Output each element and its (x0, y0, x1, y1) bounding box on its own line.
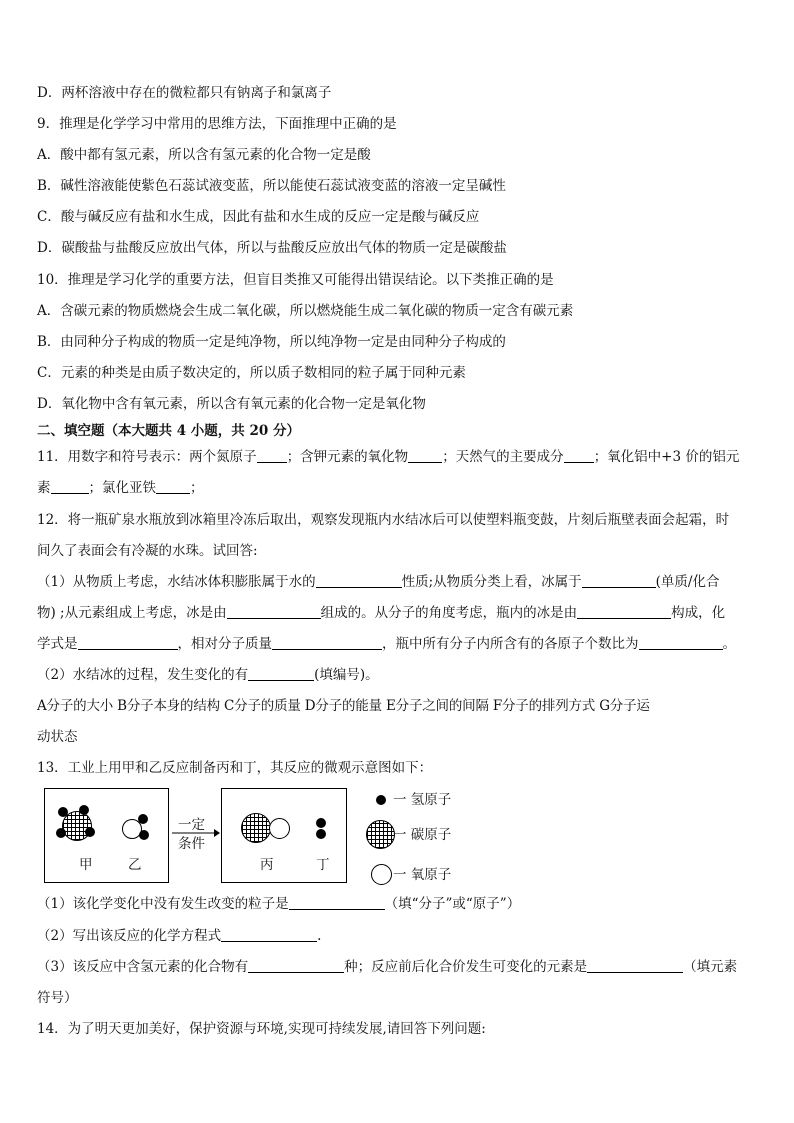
answer-blank[interactable] (51, 480, 89, 494)
answer-blank[interactable] (78, 636, 178, 650)
answer-blank[interactable] (221, 928, 317, 942)
question-10: 10．推理是学习化学的重要方法，但盲目类推又可能得出错误结论。以下类推正确的是 (37, 272, 554, 288)
question-12-part-1-line-3: 学式是 ，相对分子质量 ，瓶中所有分子内所含有的各原子个数比为 。 (37, 636, 736, 652)
answer-blank[interactable] (248, 667, 314, 681)
oxygen-atom-icon (371, 864, 392, 885)
hydrogen-atom-icon (376, 795, 386, 805)
answer-blank[interactable] (639, 636, 723, 650)
legend-hydrogen: 一 氢原子 (393, 792, 452, 808)
question-13-part-3: （3）该反应中含氢元素的化合物有 种；反应前后化合价发生可变化的元素是 （填元素 (37, 959, 738, 975)
hydrogen-atom-icon (316, 829, 326, 839)
label-ding: 丁 (316, 857, 330, 873)
answer-blank[interactable] (408, 449, 442, 463)
legend-oxygen: 一 氧原子 (393, 867, 452, 883)
question-12-options-cont: 动状态 (37, 729, 78, 745)
answer-blank[interactable] (582, 574, 656, 588)
answer-blank[interactable] (227, 605, 321, 619)
label-yi: 乙 (128, 857, 142, 873)
hydrogen-atom-icon (56, 828, 66, 838)
hydrogen-atom-icon (79, 805, 89, 815)
question-12-part-1-line-2: 物) ;从元素组成上考虑，冰是由 组成的。从分子的角度考虑，瓶内的冰是由 构成，化 (37, 605, 726, 621)
q10-option-a: A．含碳元素的物质燃烧会生成二氧化碳，所以燃烧能生成二氧化碳的物质一定含有碳元素 (37, 303, 574, 319)
question-11-line-2: 素 ；氯化亚铁 ； (37, 480, 204, 496)
hydrogen-atom-icon (139, 830, 149, 840)
question-12-options: A分子的大小 B分子本身的结构 C分子的质量 D分子的能量 E分子之间的间隔 F分子的排列方式 G分子运 (37, 698, 650, 714)
question-12-part-2: （2）水结冰的过程，发生变化的有 (填编号)。 (37, 667, 379, 683)
label-bing: 丙 (260, 857, 274, 873)
option-d-previous: D．两杯溶液中存在的微粒都只有钠离子和氯离子 (37, 85, 332, 101)
q9-option-c: C．酸与碱反应有盐和水生成，因此有盐和水生成的反应一定是酸与碱反应 (37, 209, 480, 225)
section-heading-fill-in: 二、填空题（本大题共 4 小题，共 20 分） (37, 423, 300, 439)
question-12-line-1: 12．将一瓶矿泉水瓶放到冰箱里冷冻后取出，观察发现瓶内水结冰后可以使塑料瓶变鼓，片刻后瓶壁表面会起霜，时 (37, 512, 730, 528)
answer-blank[interactable] (156, 480, 190, 494)
q10-option-d: D．氧化物中含有氧元素，所以含有氧元素的化合物一定是氧化物 (37, 396, 426, 412)
answer-blank[interactable] (289, 896, 385, 910)
q10-option-c: C．元素的种类是由质子数决定的，所以质子数相同的粒子属于同种元素 (37, 365, 466, 381)
question-13-part-2: （2）写出该反应的化学方程式 . (37, 928, 322, 944)
question-13: 13．工业上用甲和乙反应制备丙和丁，其反应的微观示意图如下： (37, 760, 433, 776)
question-13-part-3-cont: 符号） (37, 990, 78, 1006)
question-12-line-2: 间久了表面会有冷凝的水珠。试回答: (37, 543, 258, 559)
answer-blank[interactable] (587, 959, 683, 973)
oxygen-atom-icon (269, 818, 290, 839)
answer-blank[interactable] (257, 449, 287, 463)
answer-blank[interactable] (248, 959, 344, 973)
q9-option-b: B．碱性溶液能使紫色石蕊试液变蓝，所以能使石蕊试液变蓝的溶液一定呈碱性 (37, 178, 506, 194)
products-box (221, 788, 347, 883)
question-14: 14．为了明天更加美好，保护资源与环境,实现可持续发展,请回答下列问题: (37, 1021, 486, 1037)
carbon-atom-icon (366, 820, 395, 849)
arrow-label-bottom: 条件 (178, 836, 205, 852)
hydrogen-atom-icon (85, 827, 95, 837)
reactants-box (44, 788, 169, 883)
answer-blank[interactable] (564, 449, 594, 463)
legend-carbon: 一 碳原子 (393, 827, 452, 843)
answer-blank[interactable] (272, 636, 382, 650)
question-13-part-1: （1）该化学变化中没有发生改变的粒子是 （填“分子”或“原子”） (37, 896, 521, 912)
hydrogen-atom-icon (58, 807, 68, 817)
q9-option-d: D．碳酸盐与盐酸反应放出气体，所以与盐酸反应放出气体的物质一定是碳酸盐 (37, 240, 507, 256)
label-jia: 甲 (79, 857, 93, 873)
q10-option-b: B．由同种分子构成的物质一定是纯净物，所以纯净物一定是由同种分子构成的 (37, 334, 506, 350)
arrow-label-top: 一定 (178, 817, 205, 833)
hydrogen-atom-icon (316, 818, 326, 828)
answer-blank[interactable] (577, 605, 671, 619)
q9-option-a: A．酸中都有氢元素，所以含有氢元素的化合物一定是酸 (37, 147, 371, 163)
answer-blank[interactable] (316, 574, 402, 588)
question-9: 9．推理是化学学习中常用的思维方法，下面推理中正确的是 (37, 116, 397, 132)
question-12-part-1-line-1: （1）从物质上考虑，水结冰体积膨胀属于水的 性质;从物质分类上看，冰属于 (单质/化合 (37, 574, 720, 590)
carbon-atom-icon (241, 813, 271, 843)
question-11-line-1: 11．用数字和符号表示：两个氮原子 ；含钾元素的氧化物 ；天然气的主要成分 ；氧化铝中+3 价的铝元 (37, 449, 740, 465)
hydrogen-atom-icon (138, 814, 148, 824)
